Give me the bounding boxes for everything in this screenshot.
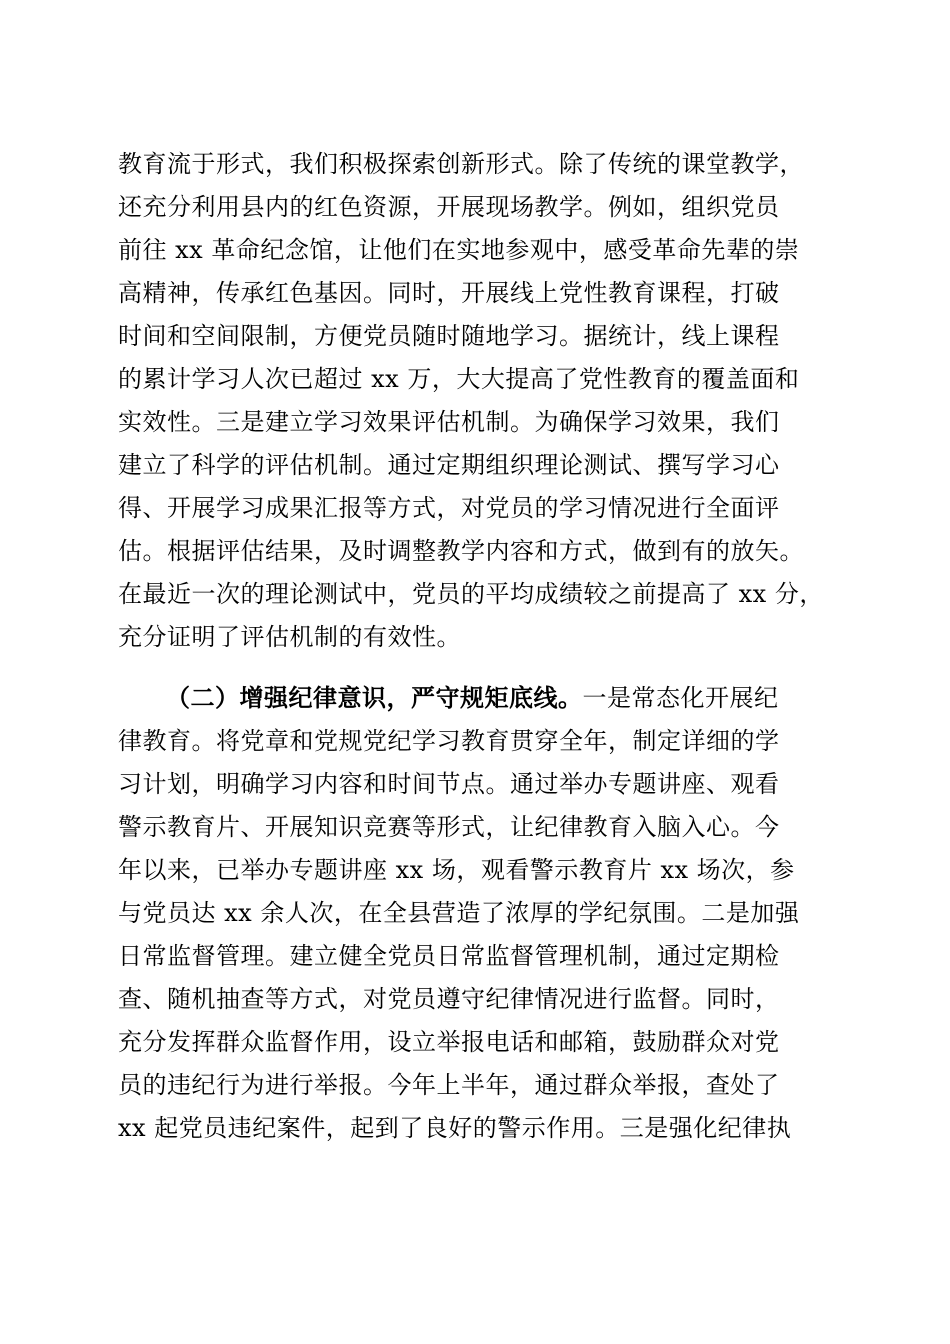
p2-line-11: xx 起党员违纪案件，起到了良好的警示作用。三是强化纪律执	[118, 1114, 792, 1142]
p1-line-7: 实效性。三是建立学习效果评估机制。为确保学习效果，我们	[118, 408, 780, 436]
p1-line-2: 还充分利用县内的红色资源，开展现场教学。例如，组织党员	[118, 193, 780, 221]
p1-line-5: 时间和空间限制，方便党员随时随地学习。据统计，线上课程	[118, 322, 780, 350]
p2-line-7: 日常监督管理。建立健全党员日常监督管理机制，通过定期检	[118, 942, 780, 970]
p2-line-2: 律教育。将党章和党规党纪学习教育贯穿全年，制定详细的学	[118, 727, 780, 755]
p1-line-4: 高精神，传承红色基因。同时，开展线上党性教育课程，打破	[118, 279, 780, 307]
p2-line-3: 习计划，明确学习内容和时间节点。通过举办专题讲座、观看	[118, 770, 780, 798]
p2-line-6: 与党员达 xx 余人次，在全县营造了浓厚的学纪氛围。二是加强	[118, 899, 800, 927]
p2-line-8: 查、随机抽查等方式，对党员遵守纪律情况进行监督。同时，	[118, 985, 780, 1013]
p2-line-10: 员的违纪行为进行举报。今年上半年，通过群众举报，查处了	[118, 1071, 780, 1099]
p1-line-6: 的累计学习人次已超过 xx 万，大大提高了党性教育的覆盖面和	[118, 365, 800, 393]
p1-line-8: 建立了科学的评估机制。通过定期组织理论测试、撰写学习心	[118, 451, 780, 479]
p1-line-1: 教育流于形式，我们积极探索创新形式。除了传统的课堂教学，	[118, 150, 804, 178]
p2-line-5: 年以来，已举办专题讲座 xx 场，观看警示教育片 xx 场次，参	[118, 856, 795, 884]
section-heading: （二）增强纪律意识，严守规矩底线。	[166, 683, 583, 712]
p2-first-line	[166, 683, 886, 713]
p1-line-3: 前往 xx 革命纪念馆，让他们在实地参观中，感受革命先辈的崇	[118, 236, 800, 264]
p1-line-12: 充分证明了评估机制的有效性。	[118, 623, 461, 651]
p2-first-line-rest: 一是常态化开展纪	[582, 684, 779, 712]
p2-line-4: 警示教育片、开展知识竞赛等形式，让纪律教育入脑入心。今	[118, 813, 780, 841]
p2-line-9: 充分发挥群众监督作用，设立举报电话和邮箱，鼓励群众对党	[118, 1028, 780, 1056]
p1-line-11: 在最近一次的理论测试中，党员的平均成绩较之前提高了 xx 分，	[118, 580, 824, 608]
p1-line-10: 估。根据评估结果，及时调整教学内容和方式，做到有的放矢。	[118, 537, 804, 565]
p1-line-9: 得、开展学习成果汇报等方式，对党员的学习情况进行全面评	[118, 494, 780, 522]
